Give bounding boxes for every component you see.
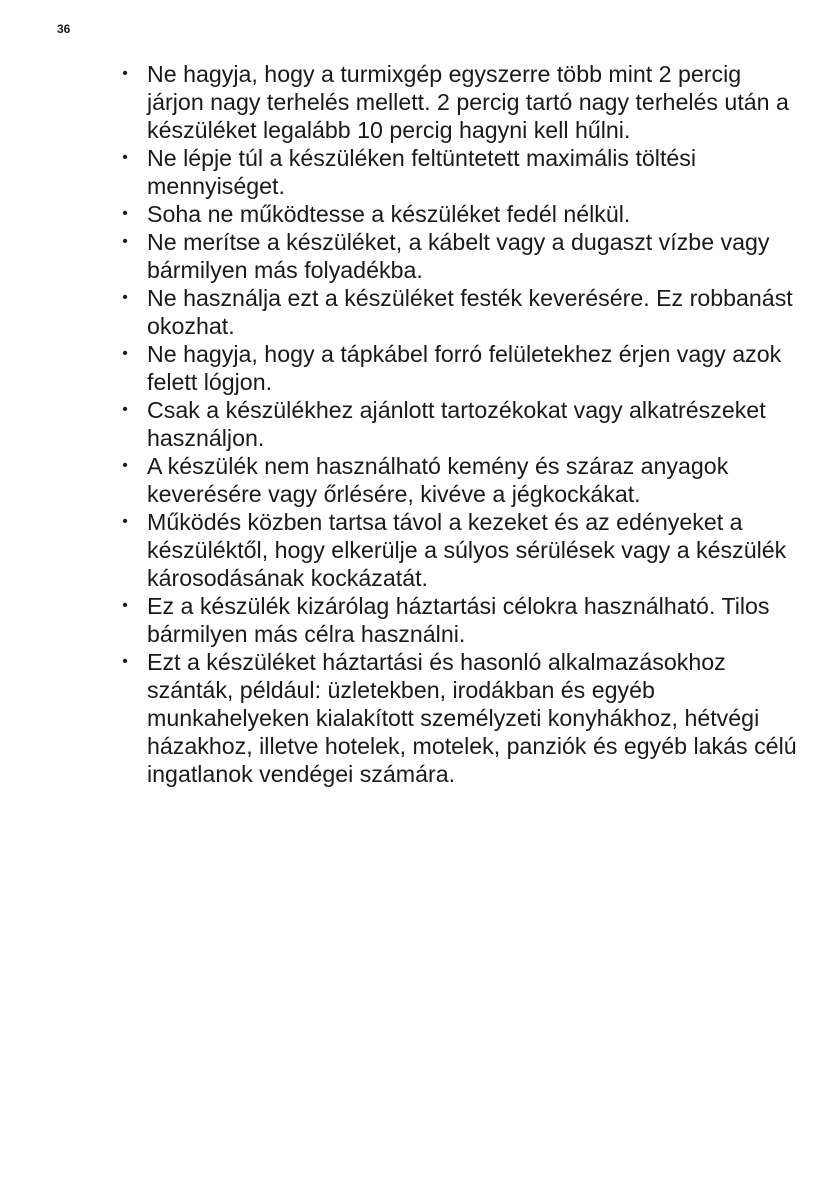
list-item-text: Ne merítse a készüléket, a kábelt vagy a dugaszt vízbe vagy bármilyen más folyadékba. [147, 229, 770, 283]
list-item [118, 284, 798, 340]
list-item [118, 228, 798, 284]
list-item-text: Ne hagyja, hogy a tápkábel forró felületekhez érjen vagy azok felett lógjon. [147, 341, 782, 395]
list-item-text: A készülék nem használható kemény és száraz anyagok keverésére vagy őrlésére, kivéve a jégkockákat. [147, 453, 729, 507]
bullet-icon: • [122, 597, 128, 614]
list-item [118, 340, 798, 396]
list-item [118, 592, 798, 648]
safety-instructions-list [118, 60, 798, 788]
list-item-text: Működés közben tartsa távol a kezeket és az edényeket a készüléktől, hogy elkerülje a súlyos sérülések vagy a készülék károsodásának kockázatát. [147, 509, 787, 591]
list-item-text: Ne lépje túl a készüléken feltüntetett maximális töltési mennyiséget. [147, 145, 697, 199]
list-item [118, 200, 798, 228]
list-item [118, 60, 798, 144]
list-item-text: Csak a készülékhez ajánlott tartozékokat vagy alkatrészeket használjon. [147, 397, 766, 451]
bullet-icon: • [122, 653, 128, 670]
list-item-text: Ezt a készüléket háztartási és hasonló alkalmazásokhoz szánták, például: üzletekben, irodákban és egyéb munkahelyeken kialakított személyzeti konyhákhoz, hétvégi házakhoz, illetve hotelek, motelek, panziók és egyéb lakás célú ingatlanok vendégei számára. [147, 649, 797, 787]
list-item-text: Soha ne működtesse a készüléket fedél nélkül. [147, 201, 631, 227]
list-item [118, 396, 798, 452]
bullet-icon: • [122, 149, 128, 166]
bullet-icon: • [122, 457, 128, 474]
list-item-text: Ez a készülék kizárólag háztartási célokra használható. Tilos bármilyen más célra használni. [147, 593, 770, 647]
list-item-text: Ne használja ezt a készüléket festék keverésére. Ez robbanást okozhat. [147, 285, 793, 339]
bullet-icon: • [122, 289, 128, 306]
page-number: 36 [57, 22, 71, 36]
bullet-icon: • [122, 65, 128, 82]
list-item [118, 144, 798, 200]
bullet-icon: • [122, 401, 128, 418]
list-item [118, 648, 798, 788]
bullet-icon: • [122, 513, 128, 530]
bullet-icon: • [122, 345, 128, 362]
list-item [118, 508, 798, 592]
list-item [118, 452, 798, 508]
list-item-text: Ne hagyja, hogy a turmixgép egyszerre több mint 2 percig járjon nagy terhelés mellett. 2 percig tartó nagy terhelés után a készüléket legalább 10 percig hagyni kell hűlni. [147, 61, 789, 143]
bullet-icon: • [122, 233, 128, 250]
bullet-icon: • [122, 205, 128, 222]
